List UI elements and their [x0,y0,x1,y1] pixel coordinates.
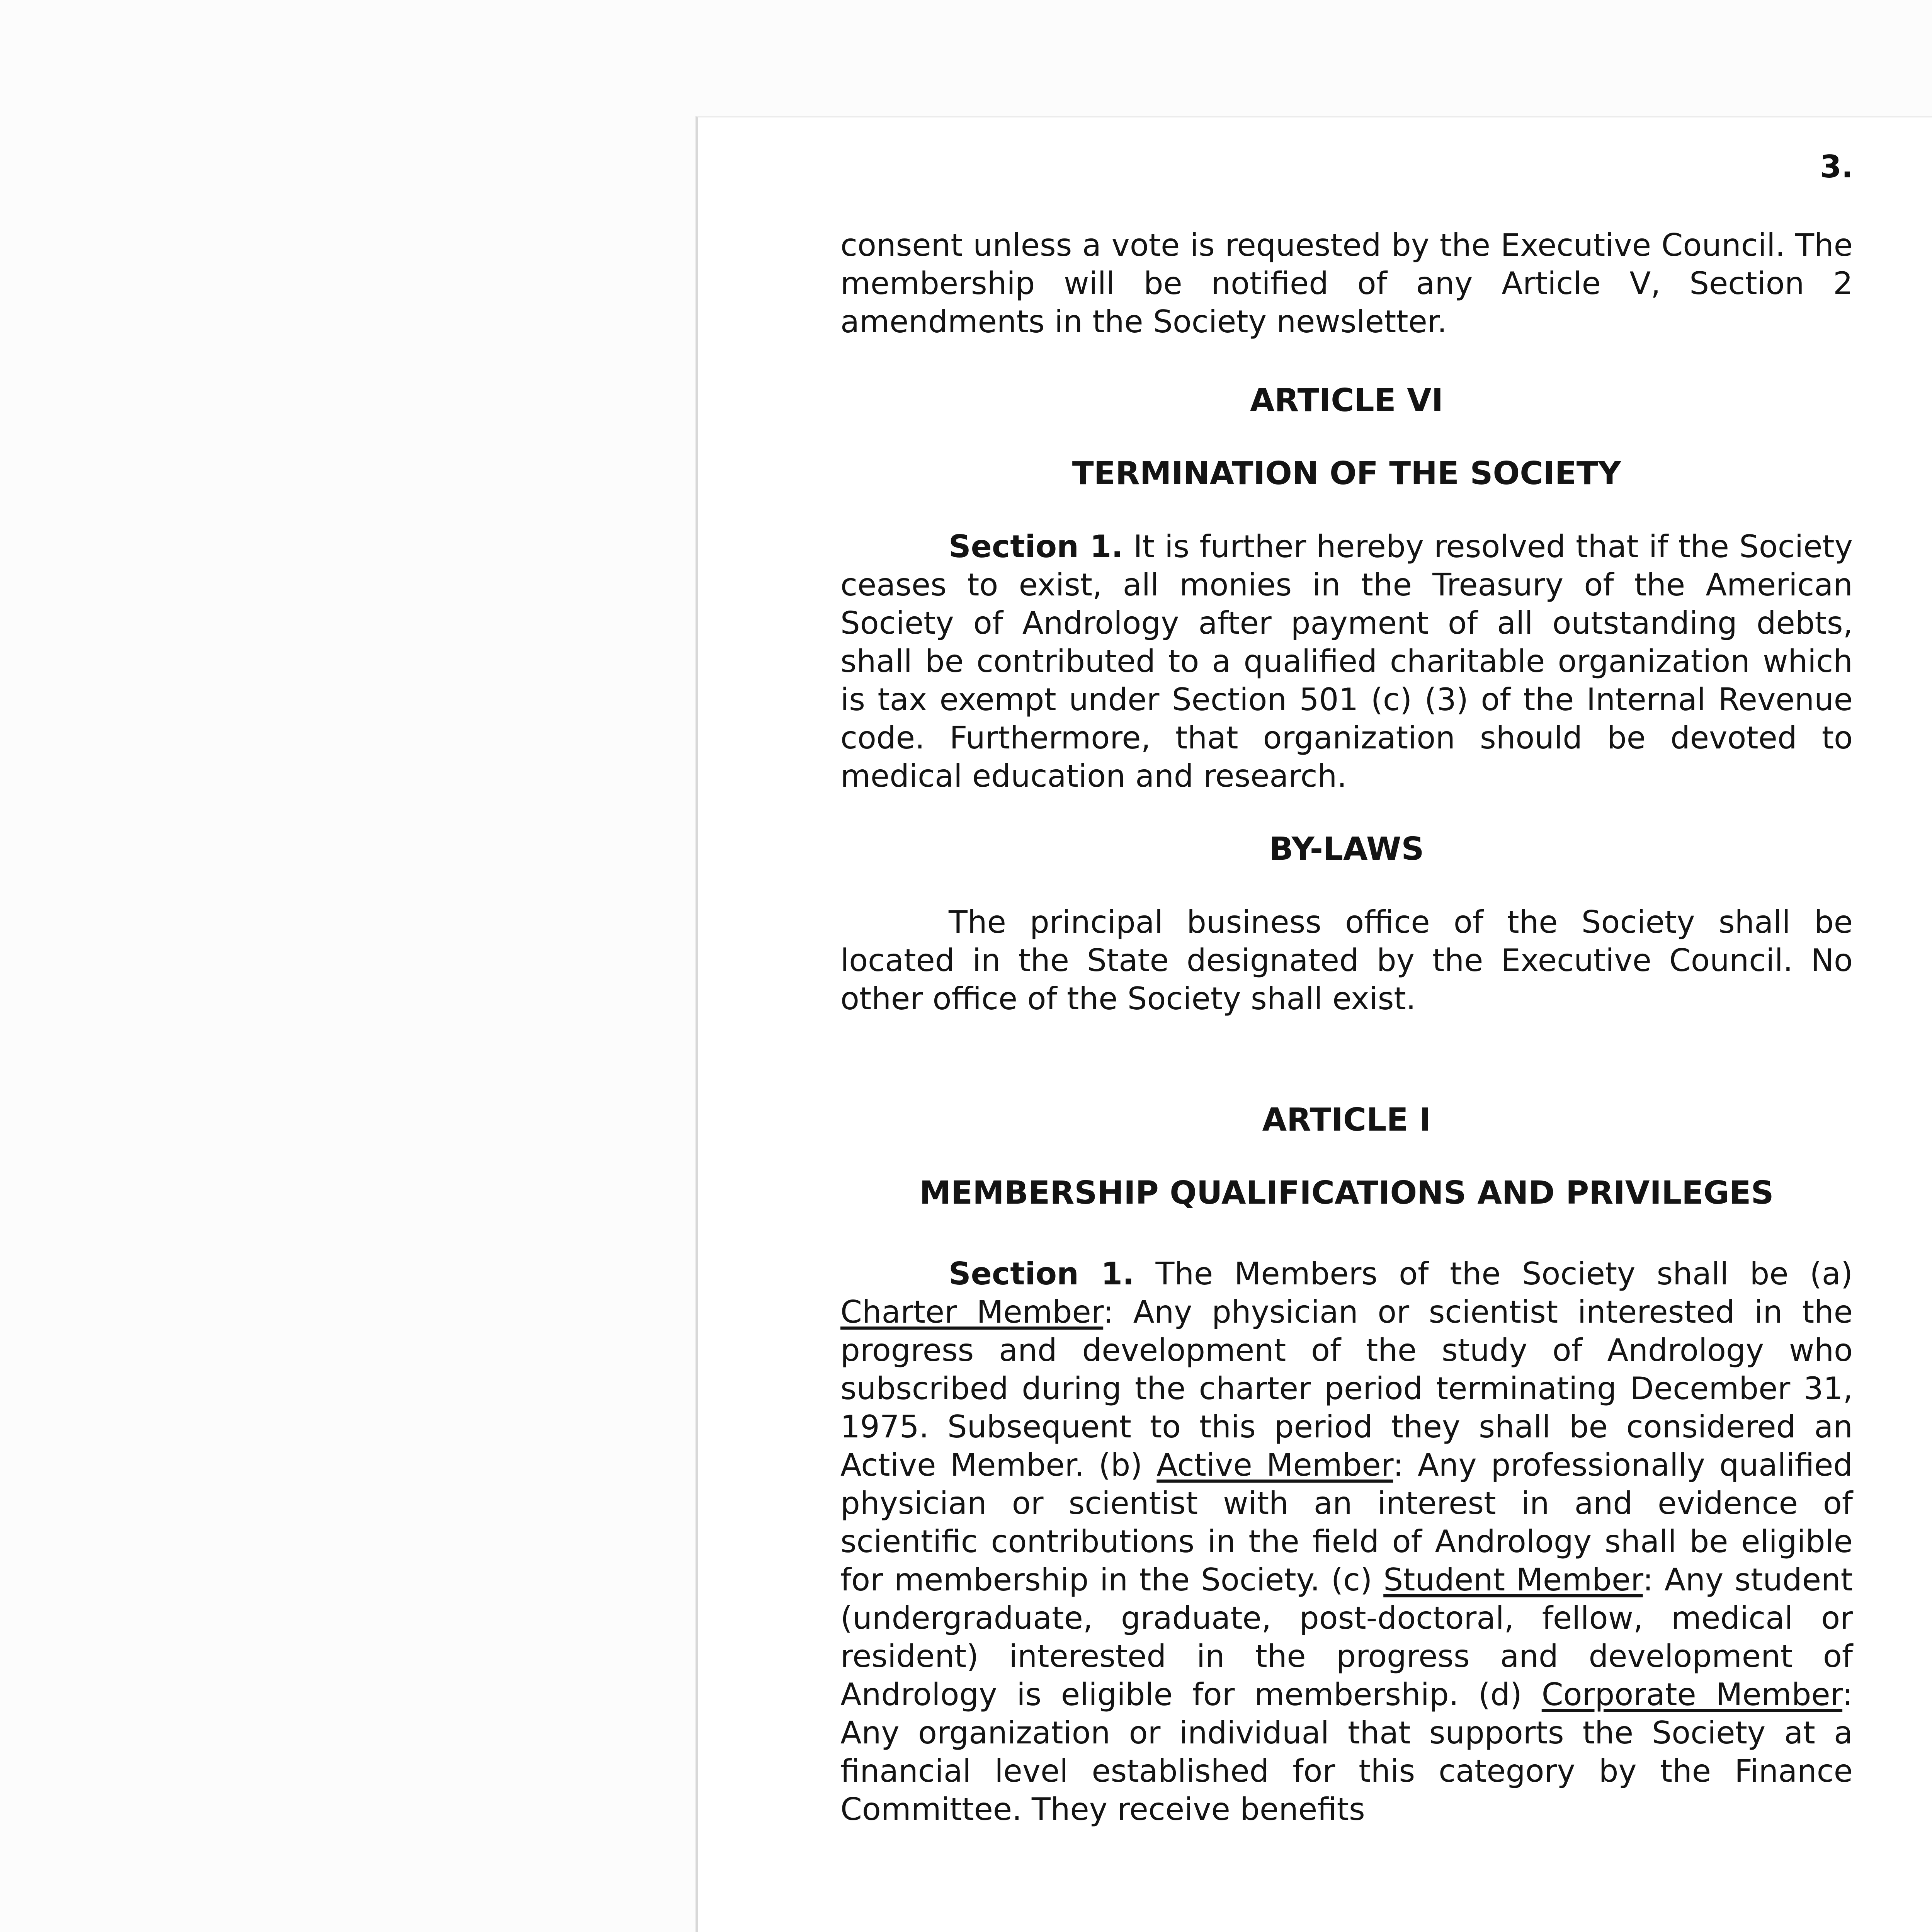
article-vi-section-1 [840,527,1853,795]
item-b-text: : Any professionally qualified physician or scientist with an interest in and evidence of scientific contributions in the field of Andrology shall be eligible for membership in the Society. [840,1447,1853,1598]
item-d-prefix: (d) [1478,1677,1522,1713]
section-text: It is further hereby resolved that if the Society ceases to exist, all monies in the Treasury of the American Society of Andrology after payment of all outstanding debts, shall be contributed to a qualified charitable organization which is tax exempt under Section 501 (c) (3) of the Internal Revenue code. Furthermore, that organization should be devoted to medical education and research. [840,529,1853,794]
item-a-prefix: (a) [1810,1256,1853,1292]
section-intro: The Members of the Society shall be [1155,1256,1789,1292]
article-i-heading: ARTICLE I [1262,1102,1431,1138]
item-c-prefix: (c) [1331,1562,1372,1598]
bylaws-heading: BY-LAWS [1269,831,1424,867]
article-i-section-1 [840,1255,1853,1828]
continuation-paragraph: consent unless a vote is requested by the Executive Council. The membership will be notified of any Article V, Section 2 amendments in the Society newsletter. [840,227,1853,340]
item-c-text: : Any student (undergraduate, graduate, post-doctoral, fellow, medical or resident) interested in the progress and development of Andrology is eligible for membership. [840,1562,1853,1713]
item-b-term: Active Member [1156,1447,1393,1483]
article-vi-title: TERMINATION OF THE SOCIETY [1072,455,1621,492]
item-b-prefix: (b) [1099,1447,1143,1483]
item-a-term: Charter Member [840,1294,1104,1330]
page-number: 3. [1820,149,1854,185]
item-d-term: Corporate Member [1541,1677,1843,1713]
item-a-text: : Any physician or scientist interested in the progress and development of the study of Andrology who subscribed during the charter period terminating December 31, 1975. Subsequent to this period they shall be considered an Active Member. [840,1294,1853,1483]
item-d-text: : Any organization or individual that supports the Society at a financial level established for this category by the Finance Committee. They receive benefits [840,1677,1853,1827]
section-label: Section 1. [949,529,1123,565]
article-i-title: MEMBERSHIP QUALIFICATIONS AND PRIVILEGES [919,1175,1774,1211]
section-label: Section 1. [949,1256,1134,1292]
item-c-term: Student Member [1383,1562,1643,1598]
bylaws-paragraph: The principal business office of the Society shall be located in the State designated by the Executive Council. No other office of the Society shall exist. [840,904,1853,1017]
article-vi-heading: ARTICLE VI [1250,382,1444,419]
page-content [840,226,1853,1828]
